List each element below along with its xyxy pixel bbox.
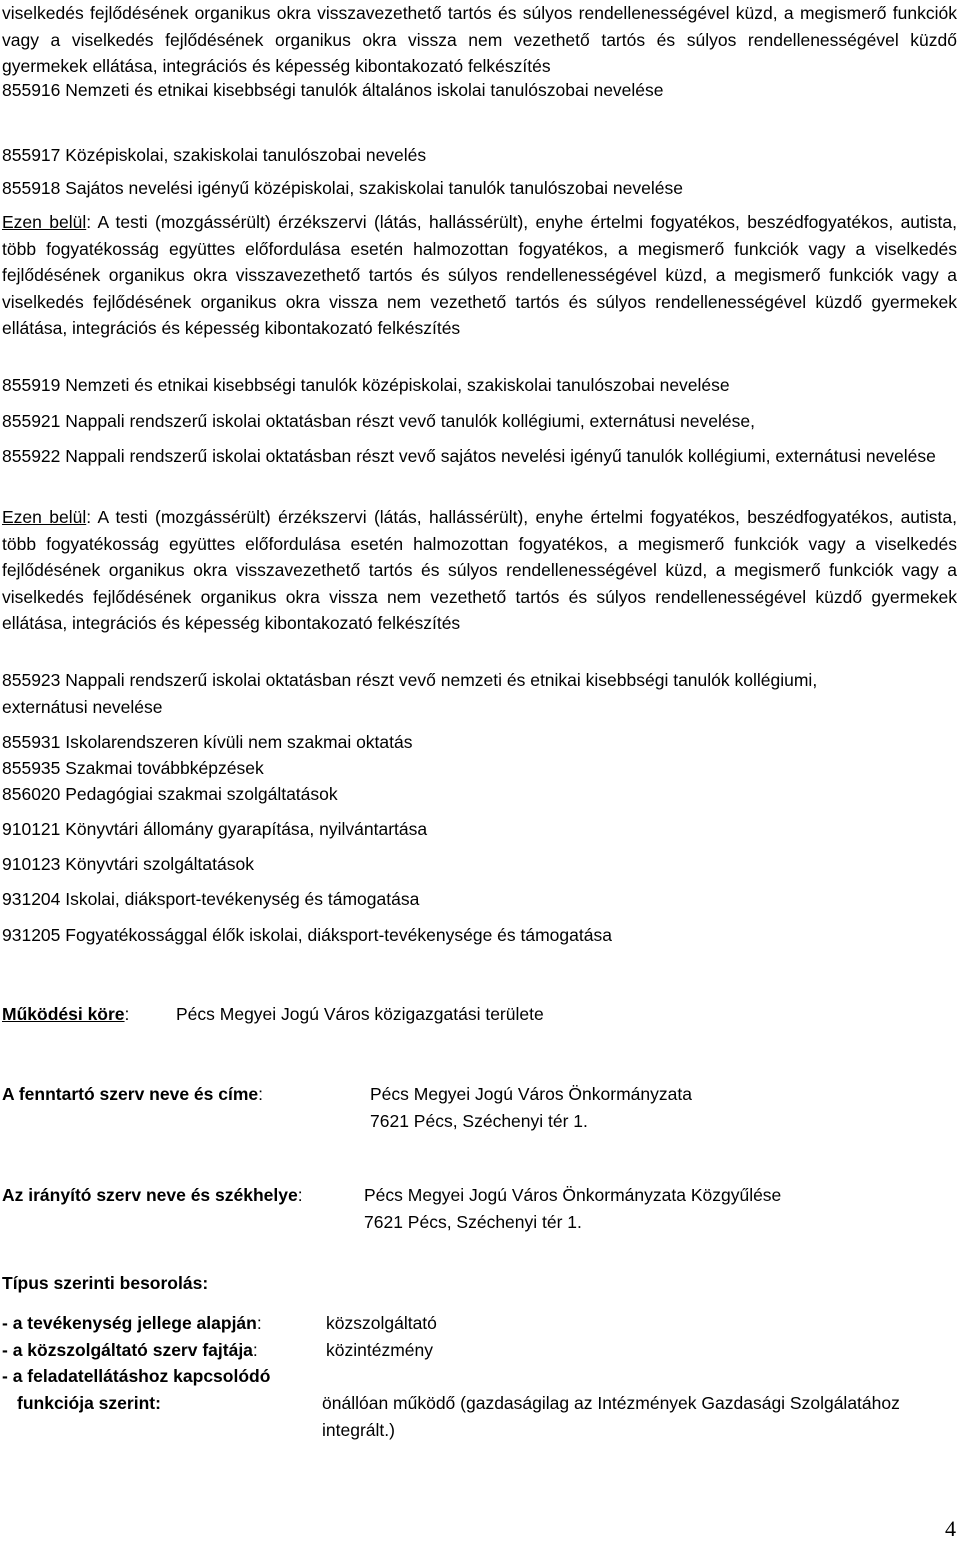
ezen-belul-label: Ezen belül bbox=[2, 507, 87, 527]
ezen-belul-text: : A testi (mozgássérült) érzékszervi (látás, hallássérült), enyhe értelmi fogyatékos, beszédfogyatékos, autista, több fogyatékosság együttes előfordulása esetén halmozottan fogyatékos, a megismerő funkciók vagy a viselkedés fejlődésének organikus okra visszavezethető tartós és súlyos rendellenességével küzd, a megismerő funkciók vagy a viselkedés fejlődésének organikus okra vissza nem vezethető tartós és súlyos rendellenességével küzdő gyermekek ellátása, integrációs és képesség kibontakozató felkészítés bbox=[2, 507, 957, 633]
list-item: 855917 Középiskolai, szakiskolai tanulószobai nevelés bbox=[2, 145, 427, 165]
tipus-row-label: funkciója szerint: bbox=[17, 1393, 161, 1413]
fenntarto-label: A fenntartó szerv neve és címe: bbox=[2, 1084, 264, 1104]
fenntarto-address: 7621 Pécs, Széchenyi tér 1. bbox=[370, 1111, 588, 1131]
list-item: 931204 Iskolai, diáksport-tevékenység és támogatása bbox=[2, 889, 420, 909]
list-item: 855922 Nappali rendszerű iskolai oktatásban részt vevő sajátos nevelési igényű tanulók kollégiumi, externátusi nevelése bbox=[2, 446, 936, 466]
mukodesi-kore-label: Működési köre: bbox=[2, 1004, 130, 1024]
iranyito-address: 7621 Pécs, Széchenyi tér 1. bbox=[364, 1212, 582, 1232]
tipus-row-value: integrált.) bbox=[322, 1420, 395, 1440]
list-item: 855931 Iskolarendszeren kívüli nem szakmai oktatás bbox=[2, 732, 413, 752]
tipus-row-value: közintézmény bbox=[326, 1340, 433, 1360]
tipus-row-label: - a feladatellátáshoz kapcsolódó bbox=[2, 1366, 271, 1386]
list-item: 855935 Szakmai továbbképzések bbox=[2, 758, 264, 778]
list-item: 856020 Pedagógiai szakmai szolgáltatások bbox=[2, 784, 338, 804]
iranyito-label: Az irányító szerv neve és székhelye: bbox=[2, 1185, 303, 1205]
list-item: 910121 Könyvtári állomány gyarapítása, nyilvántartása bbox=[2, 819, 428, 839]
list-item: 855916 Nemzeti és etnikai kisebbségi tanulók általános iskolai tanulószobai nevelése bbox=[2, 80, 664, 100]
tipus-row-label: - a tevékenység jellege alapján: bbox=[2, 1313, 262, 1333]
list-item: 910123 Könyvtári szolgáltatások bbox=[2, 854, 254, 874]
list-item: 855919 Nemzeti és etnikai kisebbségi tanulók középiskolai, szakiskolai tanulószobai nevelése bbox=[2, 375, 730, 395]
page-number: 4 bbox=[945, 1516, 956, 1541]
iranyito-name: Pécs Megyei Jogú Város Önkormányzata Közgyűlése bbox=[364, 1185, 782, 1205]
tipus-row-value: önállóan működő (gazdaságilag az Intézmények Gazdasági Szolgálatához bbox=[322, 1393, 900, 1413]
list-item: 855923 Nappali rendszerű iskolai oktatásban részt vevő nemzeti és etnikai kisebbségi tanulók kollégiumi, externátusi nevelése bbox=[2, 670, 818, 717]
list-item: 931205 Fogyatékossággal élők iskolai, diáksport-tevékenysége és támogatása bbox=[2, 925, 612, 945]
list-item: 855918 Sajátos nevelési igényű középiskolai, szakiskolai tanulók tanulószobai nevelése bbox=[2, 178, 683, 198]
mukodesi-kore-value: Pécs Megyei Jogú Város közigazgatási területe bbox=[176, 1004, 544, 1024]
tipus-row-value: közszolgáltató bbox=[326, 1313, 437, 1333]
ezen-belul-label: Ezen belül bbox=[2, 212, 87, 232]
list-item: 855921 Nappali rendszerű iskolai oktatásban részt vevő tanulók kollégiumi, externátusi nevelése, bbox=[2, 411, 755, 431]
fenntarto-name: Pécs Megyei Jogú Város Önkormányzata bbox=[370, 1084, 692, 1104]
continuation-paragraph: viselkedés fejlődésének organikus okra visszavezethető tartós és súlyos rendellenességével küzd, a megismerő funkciók vagy a viselkedés fejlődésének organikus okra vissza nem vezethető tartós és súlyos rendellenességével küzdő gyermekek ellátása, integrációs és képesség kibontakozató felkészítés bbox=[2, 3, 957, 76]
tipus-row-label: - a közszolgáltató szerv fajtája: bbox=[2, 1340, 258, 1360]
ezen-belul-paragraph-1 bbox=[2, 209, 957, 342]
tipus-heading: Típus szerinti besorolás: bbox=[2, 1273, 209, 1293]
ezen-belul-paragraph-2 bbox=[2, 504, 957, 637]
ezen-belul-text: : A testi (mozgássérült) érzékszervi (látás, hallássérült), enyhe értelmi fogyatékos, beszédfogyatékos, autista, több fogyatékosság együttes előfordulása esetén halmozottan fogyatékos, a megismerő funkciók vagy a viselkedés fejlődésének organikus okra visszavezethető tartós és súlyos rendellenességével küzd, a megismerő funkciók vagy a viselkedés fejlődésének organikus okra vissza nem vezethető tartós és súlyos rendellenességével küzdő gyermekek ellátása, integrációs és képesség kibontakozató felkészítés bbox=[2, 212, 957, 338]
